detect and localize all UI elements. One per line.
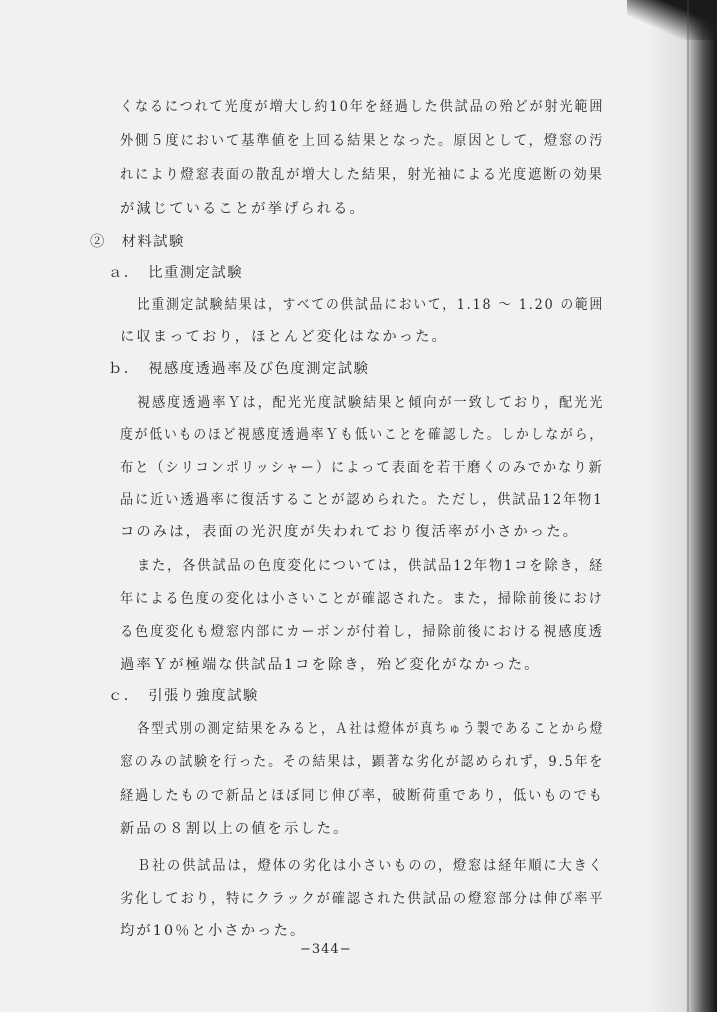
text-line: 布と（シリコンポリッシャー）によって表面を若干磨くのみでかなり新 — [120, 460, 604, 476]
text-line: 視感度透過率Ｙは，配光光度試験結果と傾向が一致しており，配光光 — [137, 395, 605, 411]
text-line: くなるにつれて光度が増大し約10年を経過した供試品の殆どが射光範囲 — [120, 99, 605, 115]
text-line: に収まっており，ほとんど変化はなかった。 — [120, 329, 448, 345]
subsection-heading: ｂ． 視感度透過率及び色度測定試験 — [108, 361, 370, 377]
text-line: 過率Ｙが極端な供試品1コを除き，殆ど変化がなかった。 — [120, 657, 541, 673]
text-line: 度が低いものほど視感度透過率Ｙも低いことを確認した。しかしながら， — [120, 427, 605, 443]
section-heading: ② 材料試験 — [90, 234, 185, 250]
text-line: れにより燈窓表面の散乱が増大した結果，射光袖による光度遮断の効果 — [120, 167, 604, 183]
text-line: 新品の８割以上の値を示した。 — [120, 821, 350, 837]
text-line: 均が10％と小さかった。 — [120, 923, 307, 939]
page-number: −344− — [300, 942, 352, 957]
text-line: Ｂ社の供試品は，燈体の劣化は小さいものの，燈窓は経年順に大きく — [137, 858, 604, 874]
subsection-heading: ａ． 比重測定試験 — [108, 265, 244, 281]
text-line: 外側５度において基準値を上回る結果となった。原因として，燈窓の汚 — [120, 133, 605, 149]
text-line: る色度変化も燈窓内部にカーボンが付着し，掃除前後における視感度透 — [120, 624, 604, 640]
text-line: 年による色度の変化は小さいことが確認された。また，掃除前後におけ — [120, 591, 604, 607]
text-line: 窓のみの試験を行った。その結果は，顕著な劣化が認められず，9.5年を — [120, 754, 605, 770]
text-line: また，各供試品の色度変化については，供試品12年物1コを除き，経 — [137, 558, 605, 574]
text-line: が減じていることが挙げられる。 — [120, 201, 366, 217]
subsection-heading: ｃ． 引張り強度試験 — [108, 688, 259, 704]
text-line: 劣化しており，特にクラックが確認された供試品の燈窓部分は伸び率平 — [120, 891, 605, 907]
text-line: 経過したもので新品とほぼ同じ伸び率，破断荷重であり，低いものでも — [120, 788, 604, 804]
text-line: コのみは，表面の光沢度が失われており復活率が小さかった。 — [120, 524, 580, 540]
text-line: 比重測定試験結果は，すべての供試品において，1.18 ～ 1.20 の範囲 — [137, 297, 605, 313]
text-line: 品に近い透過率に復活することが認められた。ただし，供試品12年物1 — [120, 492, 604, 508]
text-line: 各型式別の測定結果をみると，Ａ社は燈体が真ちゅう製であることから燈 — [137, 721, 605, 737]
